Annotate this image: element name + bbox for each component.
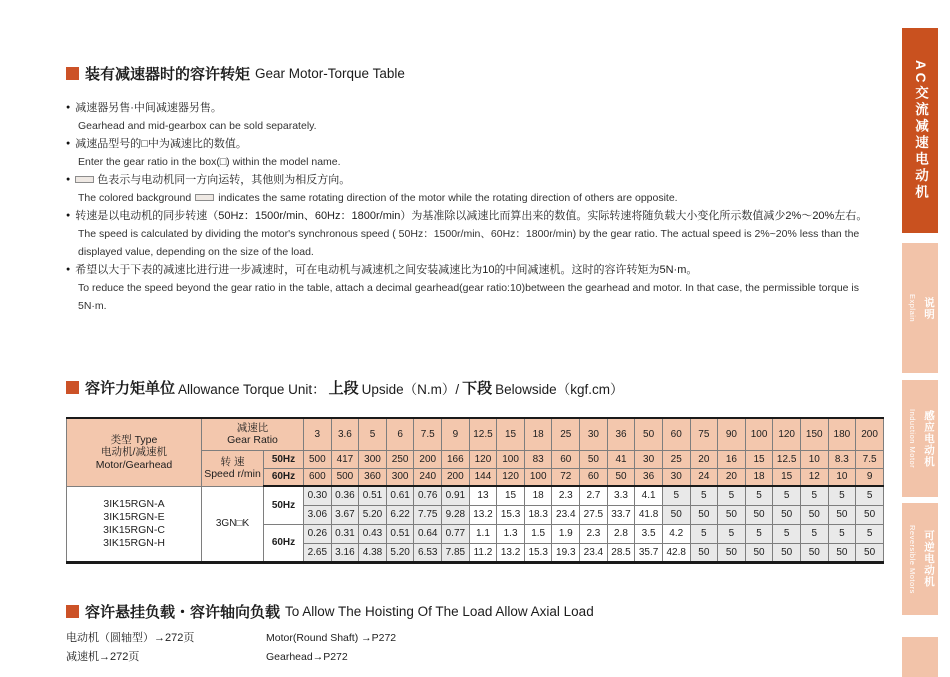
type-label-zh: 电动机/减速机 <box>101 446 167 458</box>
torque-value-cell: 5 <box>828 486 856 505</box>
section-title-allowance-torque-unit <box>66 377 886 398</box>
header-value-cell: 25 <box>552 418 580 450</box>
torque-value-cell: 23.4 <box>580 543 608 562</box>
torque-value-cell: 1.5 <box>524 524 552 543</box>
note-text-en: To reduce the speed beyond the gear ratio in the table, attach a decimal gearhead(gear ratio:10)between the gearhead and motor. In that case, the permissible torque is 5N·m. <box>78 282 859 312</box>
unit-title-en: Allowance Torque Unit： <box>178 381 326 397</box>
header-value-cell: 18 <box>524 418 552 450</box>
torque-value-cell: 2.3 <box>552 486 580 505</box>
tab-induction-en: Induction Motor <box>908 408 917 469</box>
tab-reversible-motors <box>902 503 938 615</box>
torque-value-cell: 6.22 <box>386 505 414 524</box>
bullet-icon: ● <box>66 140 71 147</box>
torque-value-cell: 0.51 <box>359 486 387 505</box>
header-value-cell: 30 <box>635 450 663 468</box>
torque-value-cell: 3.5 <box>635 524 663 543</box>
torque-value-cell: 3.16 <box>331 543 359 562</box>
gear-ratio-header-cell <box>202 418 304 450</box>
tab-explain <box>902 243 938 373</box>
header-value-cell: 60 <box>662 418 690 450</box>
torque-value-cell: 23.4 <box>552 505 580 524</box>
torque-value-cell: 33.7 <box>607 505 635 524</box>
torque-value-cell: 27.5 <box>580 505 608 524</box>
section-title-load <box>66 601 886 622</box>
torque-value-cell: 50 <box>718 543 746 562</box>
torque-value-cell: 3.06 <box>304 505 332 524</box>
header-value-cell: 100 <box>745 418 773 450</box>
header-value-cell: 30 <box>580 418 608 450</box>
header-value-cell: 200 <box>856 418 884 450</box>
torque-value-cell: 15 <box>497 486 525 505</box>
unit-title-zh: 容许力矩单位 <box>85 380 176 397</box>
header-value-cell: 30 <box>662 468 690 486</box>
torque-value-cell: 5 <box>856 486 884 505</box>
torque-value-cell: 5 <box>718 524 746 543</box>
torque-value-cell: 11.2 <box>469 543 497 562</box>
bullet-icon: ● <box>66 266 71 273</box>
torque-value-cell: 5 <box>773 524 801 543</box>
header-value-cell: 417 <box>331 450 359 468</box>
bullet-icon: ● <box>66 212 71 219</box>
header-value-cell: 24 <box>690 468 718 486</box>
torque-value-cell: 5 <box>690 486 718 505</box>
header-value-cell: 6 <box>386 418 414 450</box>
motor-models-cell <box>67 486 202 562</box>
header-value-cell: 36 <box>607 418 635 450</box>
notes-list <box>66 99 886 315</box>
torque-value-cell: 1.9 <box>552 524 580 543</box>
torque-value-cell: 50 <box>800 543 828 562</box>
gear-ratio-label-en: Gear Ratio <box>227 434 278 447</box>
torque-value-cell: 0.61 <box>386 486 414 505</box>
section-title-gear-motor-torque <box>66 63 886 84</box>
header-value-cell: 120 <box>469 450 497 468</box>
torque-value-cell: 5 <box>800 486 828 505</box>
header-value-cell: 120 <box>773 418 801 450</box>
note-item <box>66 135 886 171</box>
torque-value-cell: 0.26 <box>304 524 332 543</box>
header-value-cell: 60 <box>580 468 608 486</box>
torque-value-cell: 41.8 <box>635 505 663 524</box>
header-value-cell: 7.5 <box>856 450 884 468</box>
header-value-cell: 20 <box>718 468 746 486</box>
torque-value-cell: 50 <box>773 505 801 524</box>
torque-value-cell: 3.3 <box>607 486 635 505</box>
type-label: 类型 Type <box>110 433 158 446</box>
unit-upside-zh: 上段 <box>328 380 359 397</box>
color-swatch-icon <box>195 194 214 201</box>
header-value-cell: 16 <box>718 450 746 468</box>
gearhead-model-cell: 3GN□K <box>202 486 264 562</box>
torque-value-cell: 5 <box>800 524 828 543</box>
torque-value-cell: 50 <box>828 505 856 524</box>
header-value-cell: 360 <box>359 468 387 486</box>
torque-value-cell: 0.51 <box>386 524 414 543</box>
header-value-cell: 41 <box>607 450 635 468</box>
header-value-cell: 15 <box>745 450 773 468</box>
header-value-cell: 200 <box>414 450 442 468</box>
header-value-cell: 250 <box>386 450 414 468</box>
gear-motor-torque-table <box>66 417 884 564</box>
header-value-cell: 12.5 <box>469 418 497 450</box>
torque-value-cell: 0.91 <box>442 486 470 505</box>
header-value-cell: 5 <box>359 418 387 450</box>
torque-value-cell: 5 <box>773 486 801 505</box>
bullet-icon: ● <box>66 176 71 183</box>
torque-value-cell: 5 <box>745 524 773 543</box>
tab-induction-zh: 感应电动机 <box>923 409 935 468</box>
torque-value-cell: 50 <box>745 543 773 562</box>
torque-value-cell: 15.3 <box>524 543 552 562</box>
header-value-cell: 25 <box>662 450 690 468</box>
header-value-cell: 500 <box>331 468 359 486</box>
header-value-cell: 200 <box>442 468 470 486</box>
load-title-zh: 容许悬挂负载・容许轴向负载 <box>85 603 281 621</box>
torque-value-cell: 4.38 <box>359 543 387 562</box>
torque-value-cell: 13.2 <box>497 543 525 562</box>
torque-value-cell: 2.3 <box>580 524 608 543</box>
header-value-cell: 12.5 <box>773 450 801 468</box>
speed-header-cell <box>202 450 264 486</box>
load-link-gearhead-en: Gearhead→P272 <box>266 650 348 663</box>
header-value-cell: 300 <box>386 468 414 486</box>
header-value-cell: 12 <box>800 468 828 486</box>
header-value-cell: 144 <box>469 468 497 486</box>
torque-value-cell: 5 <box>856 524 884 543</box>
note-text-zh: 转速是以电动机的同步转速（50Hz：1500r/min、60Hz：1800r/min）为基准除以减速比而算出来的数值。实际转速将随负载大小变化所示数值减少2%～20%左右。 <box>75 210 868 222</box>
note-item <box>66 171 886 207</box>
header-value-cell: 83 <box>524 450 552 468</box>
note-text-zh: 色表示与电动机同一方向运转，其他则为相反方向。 <box>97 174 351 186</box>
torque-value-cell: 50 <box>773 543 801 562</box>
torque-value-cell: 2.65 <box>304 543 332 562</box>
torque-value-cell: 2.7 <box>580 486 608 505</box>
orange-square-icon <box>66 605 79 618</box>
header-value-cell: 90 <box>718 418 746 450</box>
header-value-cell: 18 <box>745 468 773 486</box>
note-item <box>66 261 886 315</box>
torque-value-cell: 7.75 <box>414 505 442 524</box>
header-value-cell: 20 <box>690 450 718 468</box>
torque-value-cell: 1.1 <box>469 524 497 543</box>
torque-value-cell: 50 <box>828 543 856 562</box>
load-link-gearhead-zh: 减速机→272页 <box>66 650 140 663</box>
torque-value-cell: 50 <box>745 505 773 524</box>
section-title-en: Gear Motor-Torque Table <box>255 66 405 81</box>
torque-value-cell: 13 <box>469 486 497 505</box>
header-value-cell: 9 <box>856 468 884 486</box>
torque-value-cell: 50 <box>690 543 718 562</box>
header-value-cell: 240 <box>414 468 442 486</box>
note-text-en: Enter the gear ratio in the box(□) within the model name. <box>78 156 341 168</box>
torque-value-cell: 3.67 <box>331 505 359 524</box>
torque-value-cell: 2.8 <box>607 524 635 543</box>
torque-value-cell: 28.5 <box>607 543 635 562</box>
tab-reversible-en: Reversible Motors <box>908 524 917 594</box>
torque-value-cell: 5.20 <box>359 505 387 524</box>
tab-partial-bottom <box>902 637 938 677</box>
header-value-cell: 180 <box>828 418 856 450</box>
torque-value-cell: 0.36 <box>331 486 359 505</box>
load-link-motor-en: Motor(Round Shaft) →P272 <box>266 631 397 644</box>
torque-value-cell: 50 <box>662 505 690 524</box>
torque-value-cell: 4.1 <box>635 486 663 505</box>
torque-value-cell: 4.2 <box>662 524 690 543</box>
header-value-cell: 50 <box>635 418 663 450</box>
note-text-en: Gearhead and mid-gearbox can be sold separately. <box>78 120 317 132</box>
torque-value-cell: 50 <box>690 505 718 524</box>
torque-value-cell: 9.28 <box>442 505 470 524</box>
torque-value-cell: 50 <box>856 505 884 524</box>
load-link-motor-zh: 电动机（圆轴型）→272页 <box>66 631 195 644</box>
unit-upside-en: Upside（N.m）/ <box>361 381 460 397</box>
torque-value-cell: 1.3 <box>497 524 525 543</box>
unit-belowside-zh: 下段 <box>462 380 493 397</box>
torque-value-cell: 5 <box>690 524 718 543</box>
note-text-en: indicates the same rotating direction of the motor while the rotating direction of others are opposite. <box>218 192 678 204</box>
torque-value-cell: 50 <box>856 543 884 562</box>
motor-model: 3IK15RGN-E <box>103 510 165 523</box>
header-value-cell: 600 <box>304 468 332 486</box>
header-value-cell: 500 <box>304 450 332 468</box>
torque-value-cell: 5.20 <box>386 543 414 562</box>
torque-value-cell: 0.30 <box>304 486 332 505</box>
type-label-en: Motor/Gearhead <box>95 458 173 471</box>
torque-value-cell: 0.43 <box>359 524 387 543</box>
note-text-en: The colored background <box>78 192 192 204</box>
header-value-cell: 3.6 <box>331 418 359 450</box>
torque-value-cell: 5 <box>828 524 856 543</box>
torque-value-cell: 50 <box>718 505 746 524</box>
header-value-cell: 100 <box>497 450 525 468</box>
header-value-cell: 15 <box>497 418 525 450</box>
motor-model: 3IK15RGN-C <box>103 523 165 536</box>
header-value-cell: 50 <box>607 468 635 486</box>
tab-ac-gear-motor-label: AC交流减速电动机 <box>913 60 928 201</box>
tab-reversible-zh: 可逆电动机 <box>923 530 935 588</box>
torque-value-cell: 13.2 <box>469 505 497 524</box>
note-item <box>66 207 886 261</box>
gear-ratio-label-zh: 减速比 <box>236 421 269 434</box>
tab-induction-motor <box>902 380 938 497</box>
header-value-cell: 10 <box>828 468 856 486</box>
bullet-icon: ● <box>66 104 71 111</box>
torque-value-cell: 15.3 <box>497 505 525 524</box>
load-link-row <box>66 629 886 648</box>
motor-model: 3IK15RGN-A <box>103 497 165 510</box>
header-value-cell: 120 <box>497 468 525 486</box>
load-link-row <box>66 648 886 667</box>
torque-value-cell: 0.64 <box>414 524 442 543</box>
speed-label-en: Speed r/min <box>204 468 261 480</box>
header-value-cell: 60 <box>552 450 580 468</box>
torque-value-cell: 19.3 <box>552 543 580 562</box>
torque-value-cell: 6.53 <box>414 543 442 562</box>
speed-label-zh: 转 速 <box>220 455 245 468</box>
data-freq-50hz-cell: 50Hz <box>264 486 304 524</box>
tab-ac-gear-motor <box>902 28 938 233</box>
torque-value-cell: 42.8 <box>662 543 690 562</box>
torque-value-cell: 35.7 <box>635 543 663 562</box>
torque-value-cell: 50 <box>800 505 828 524</box>
freq-60hz-cell: 60Hz <box>264 468 304 486</box>
header-value-cell: 300 <box>359 450 387 468</box>
torque-value-cell: 0.31 <box>331 524 359 543</box>
tab-explain-en: Explain <box>908 293 917 323</box>
torque-value-cell: 0.76 <box>414 486 442 505</box>
color-swatch-icon <box>75 176 94 183</box>
header-value-cell: 50 <box>580 450 608 468</box>
note-text-zh: 减速器另售·中间减速器另售。 <box>75 102 222 114</box>
unit-belowside-en: Belowside（kgf.cm） <box>495 381 624 397</box>
header-value-cell: 36 <box>635 468 663 486</box>
torque-value-cell: 5 <box>745 486 773 505</box>
header-value-cell: 72 <box>552 468 580 486</box>
tab-explain-zh: 说明 <box>923 296 935 320</box>
header-value-cell: 8.3 <box>828 450 856 468</box>
note-text-zh: 减速品型号的□中为减速比的数值。 <box>75 138 247 150</box>
torque-value-cell: 18.3 <box>524 505 552 524</box>
note-text-en: The speed is calculated by dividing the motor's synchronous speed ( 50Hz：1500r/min、60Hz：1800r/min) by the gear ratio. The actual speed is 2%~20% less than the displayed value, depending on the size of the load. <box>78 228 860 258</box>
header-value-cell: 10 <box>800 450 828 468</box>
header-value-cell: 150 <box>800 418 828 450</box>
header-value-cell: 75 <box>690 418 718 450</box>
freq-50hz-cell: 50Hz <box>264 450 304 468</box>
type-header-cell <box>67 418 202 486</box>
load-title-en: To Allow The Hoisting Of The Load Allow Axial Load <box>285 603 594 619</box>
orange-square-icon <box>66 381 79 394</box>
header-value-cell: 3 <box>304 418 332 450</box>
note-item <box>66 99 886 135</box>
data-freq-60hz-cell: 60Hz <box>264 524 304 562</box>
header-value-cell: 166 <box>442 450 470 468</box>
header-value-cell: 9 <box>442 418 470 450</box>
note-text-zh: 希望以大于下表的减速比进行进一步减速时，可在电动机与减速机之间安装减速比为10的中间减速机。这时的容许转矩为5N·m。 <box>75 264 698 276</box>
header-value-cell: 7.5 <box>414 418 442 450</box>
header-value-cell: 15 <box>773 468 801 486</box>
torque-value-cell: 5 <box>718 486 746 505</box>
orange-square-icon <box>66 67 79 80</box>
torque-value-cell: 5 <box>662 486 690 505</box>
section-title-zh: 装有减速器时的容许转矩 <box>85 66 251 83</box>
torque-value-cell: 7.85 <box>442 543 470 562</box>
motor-model: 3IK15RGN-H <box>103 536 165 549</box>
torque-value-cell: 18 <box>524 486 552 505</box>
page-content <box>66 0 886 667</box>
header-value-cell: 100 <box>524 468 552 486</box>
torque-value-cell: 0.77 <box>442 524 470 543</box>
